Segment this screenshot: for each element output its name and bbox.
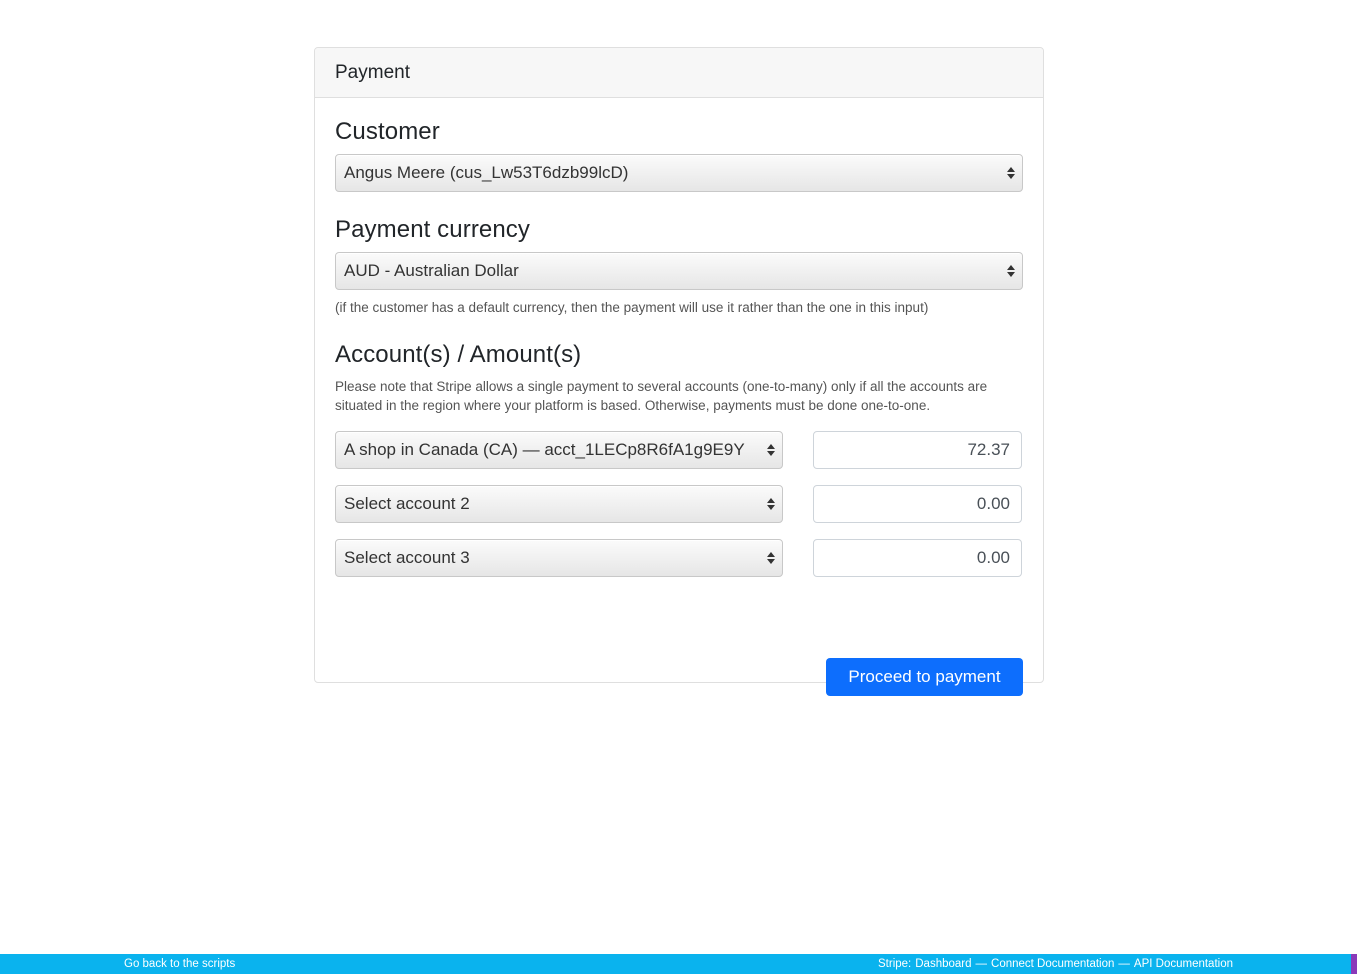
stripe-label: Stripe: [878,958,912,970]
footer-separator: — [975,958,988,970]
select-arrows-icon [1006,165,1016,181]
select-arrows-icon [766,496,776,512]
card-header [315,48,1043,98]
accounts-note-line-1: Please note that Stripe allows a single payment to several accounts (one-to-many) only if all the accounts are [335,379,988,394]
currency-select-value: AUD - Australian Dollar [344,261,519,280]
dashboard-link[interactable]: Dashboard [915,958,972,970]
account-select-value: Select account 3 [344,548,470,567]
footer-edge-accent [1351,954,1357,974]
select-arrows-icon [766,550,776,566]
amount-input-1[interactable] [813,431,1022,469]
proceed-to-payment-button[interactable]: Proceed to payment [826,658,1023,696]
account-select-2[interactable] [335,485,783,523]
customer-heading: Customer [335,118,440,145]
account-select-value: A shop in Canada (CA) — acct_1LECp8R6fA1g9E9Y [344,440,745,459]
select-arrows-icon [766,442,776,458]
account-select-3[interactable] [335,539,783,577]
back-to-scripts-link[interactable]: Go back to the scripts [124,958,236,970]
connect-docs-link[interactable]: Connect Documentation [991,958,1115,970]
accounts-note-line-2: situated in the region where your platform is based. Otherwise, payments must be done one-to-one. [335,398,931,413]
footer-bar [0,954,1357,974]
customer-select-value: Angus Meere (cus_Lw53T6dzb99lcD) [344,163,629,182]
account-select-value: Select account 2 [344,494,470,513]
payment-card [314,47,1044,686]
footer-links [878,958,1233,970]
currency-select[interactable] [335,252,1023,290]
select-arrows-icon [1006,263,1016,279]
amount-input-3[interactable] [813,539,1022,577]
api-docs-link[interactable]: API Documentation [1133,958,1233,970]
accounts-heading: Account(s) / Amount(s) [335,341,582,368]
amount-input-2[interactable] [813,485,1022,523]
currency-heading: Payment currency [335,216,531,243]
currency-help-text: (if the customer has a default currency, then the payment will use it rather than the one in this input) [335,300,929,315]
account-select-1[interactable] [335,431,783,469]
card-title: Payment [335,61,410,83]
footer-separator: — [1118,958,1130,970]
customer-select[interactable] [335,154,1023,192]
